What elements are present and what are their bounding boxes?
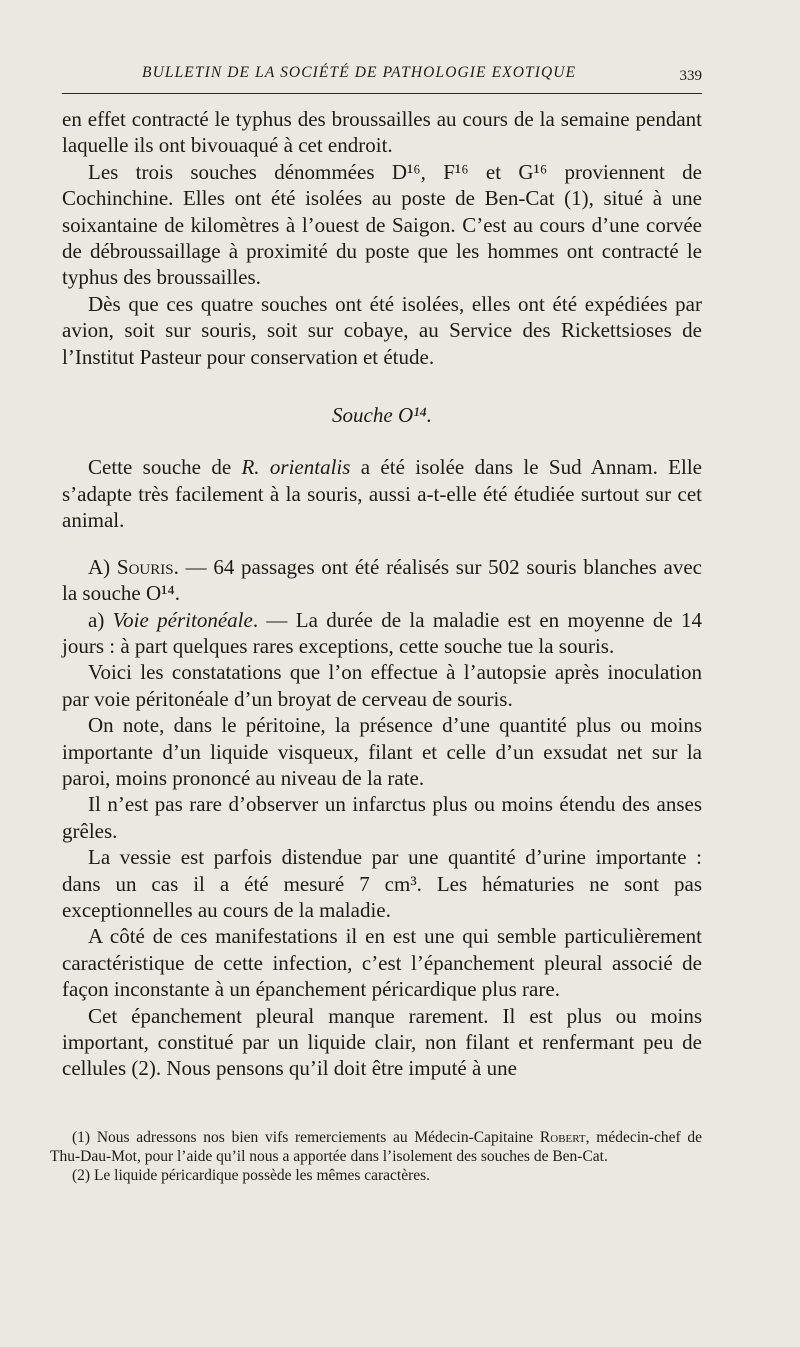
footnote-1 bbox=[50, 1128, 702, 1166]
subheading-peritoneal: Voie péritonéale bbox=[112, 607, 253, 632]
paragraph-autopsy: Voici les constatations que l’on effectue à l’autopsie après inoculation par voie péritonéale d’un broyat de cerveau de souris. bbox=[62, 660, 702, 711]
footnote-name: Robert bbox=[539, 1129, 586, 1146]
paragraph-infarction: Il n’est pas rare d’observer un infarctus plus ou moins étendu des anses grêles. bbox=[62, 792, 702, 843]
paragraph-peritoneal bbox=[62, 607, 702, 660]
paragraph-strains-origin: Les trois souches dénommées D¹⁶, F¹⁶ et G¹⁶ proviennent de Cochinchine. Elles ont été isolées au poste de Ben-Cat (1), situé à une soixantaine de kilomètres à l’ouest de Saigon. C’est au cours d’une corvée de débroussaillage à proximité du poste que les hommes ont contracté le typhus des broussailles. bbox=[62, 159, 702, 290]
paragraph-pleural: A côté de ces manifestations il en est une qui semble particulièrement caractéristique de cette infection, c’est l’épanchement pleural associé de façon inconstante à un épanchement péricardique plus rare. bbox=[62, 924, 702, 1002]
text-run: a été isolée dans le Sud Annam. Elle s’adapte très facilement à la souris, aussi a-t-elle été étudiée surtout sur cet animal. bbox=[62, 455, 702, 533]
subheading-mice: Souris bbox=[116, 554, 174, 579]
paragraph-shipping: Dès que ces quatre souches ont été isolées, elles ont été expédiées par avion, soit sur souris, soit sur cobaye, au Service des Rickettsioses de l’Institut Pasteur pour conservation et étude. bbox=[62, 291, 702, 369]
footnote-2: (2) Le liquide péricardique possède les mêmes caractères. bbox=[72, 1167, 431, 1184]
paragraph-mice bbox=[62, 554, 702, 607]
text-run: A) bbox=[88, 554, 117, 579]
text-run: , médecin-chef de Thu-Dau-Mot, pour l’aide qu’il nous a apportée dans l’isolement des souches de Ben-Cat. bbox=[50, 1129, 702, 1165]
paragraph-bladder: La vessie est parfois distendue par une quantité d’urine importante : dans un cas il a été mesuré 7 cm³. Les hématuries ne sont pas exceptionnelles au cours de la maladie. bbox=[62, 845, 702, 922]
page-number: 339 bbox=[679, 68, 702, 84]
paragraph-strain-intro bbox=[62, 454, 702, 533]
body-text bbox=[62, 106, 702, 1082]
text-run: a) bbox=[88, 607, 113, 632]
footnotes bbox=[50, 1128, 702, 1185]
text-run: . — 64 passages ont été réalisés sur 502 souris blanches avec la souche O¹⁴. bbox=[62, 554, 702, 606]
running-title: BULLETIN DE LA SOCIÉTÉ DE PATHOLOGIE EXOTIQUE bbox=[142, 64, 577, 81]
species-name: R. orientalis bbox=[241, 455, 351, 480]
paragraph-peritoneum: On note, dans le péritoine, la présence d’une quantité plus ou moins importante d’un liquide visqueux, filant et celle d’un exsudat net sur la paroi, moins prononcé au niveau de la rate. bbox=[62, 713, 702, 790]
text-run: . — La durée de la maladie est en moyenne de 14 jours : à part quelques rares exceptions, cette souche tue la souris. bbox=[62, 607, 703, 658]
text-run: (1) Nous adressons nos bien vifs remerciements au Médecin-Capitaine bbox=[72, 1129, 540, 1146]
paragraph-continuation: en effet contracté le typhus des broussailles au cours de la semaine pendant laquelle ils ont bivouaqué à cet endroit. bbox=[62, 107, 702, 158]
section-heading: Souche O¹⁴. bbox=[332, 403, 432, 428]
header-rule bbox=[62, 93, 702, 94]
page-header bbox=[62, 56, 702, 96]
paragraph-effusion: Cet épanchement pleural manque rarement. Il est plus ou moins important, constitué par un liquide clair, non filant et renfermant peu de cellules (2). Nous pensons qu’il doit être imputé à une bbox=[62, 1003, 702, 1081]
text-run: Cette souche de bbox=[88, 455, 242, 480]
